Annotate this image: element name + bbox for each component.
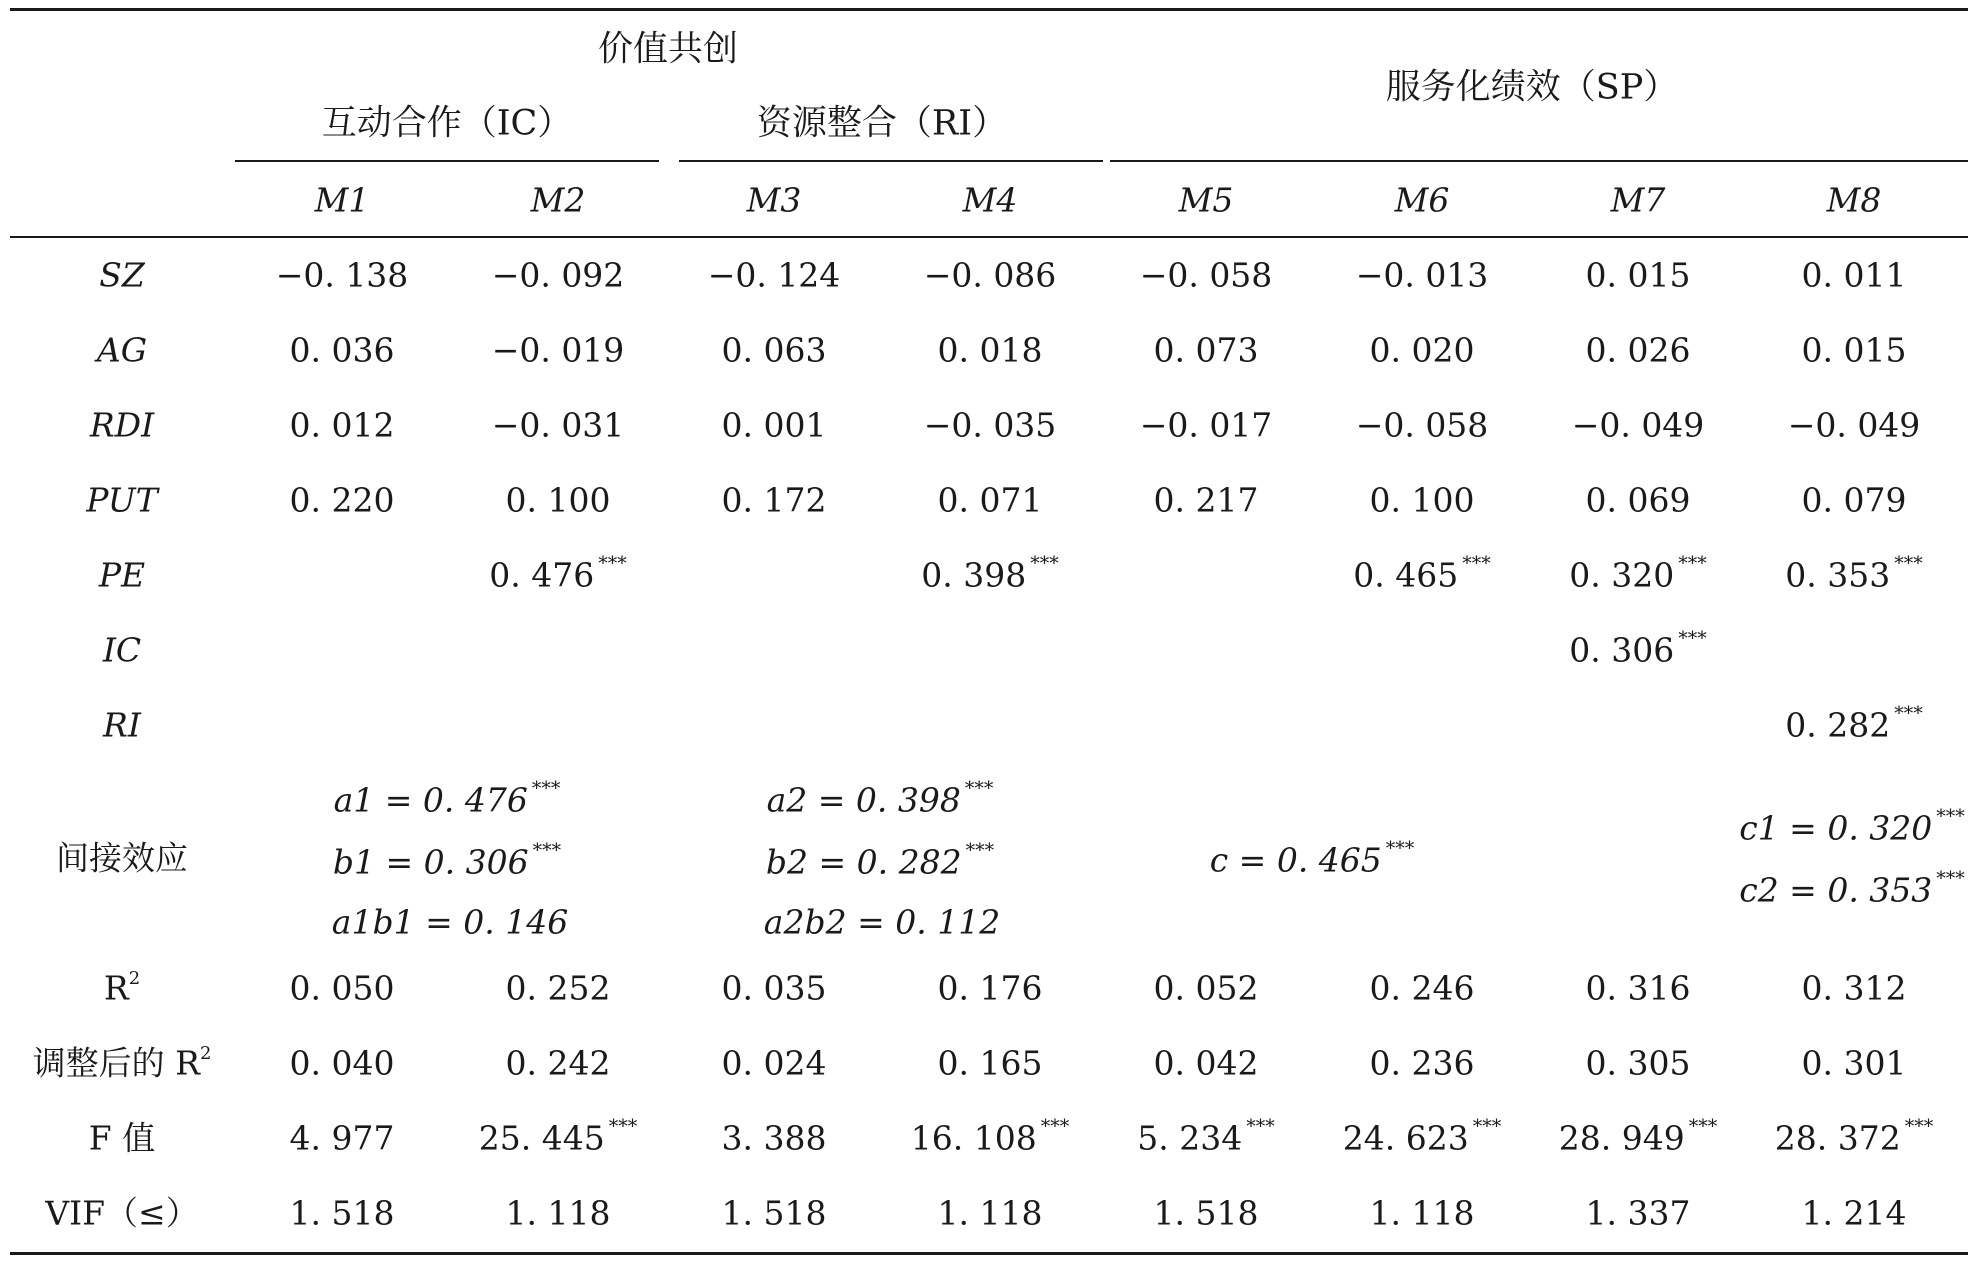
table-cell: [721, 480, 827, 520]
cell-value: 3. 388: [721, 1118, 827, 1158]
cell-value: 1. 118: [937, 1193, 1043, 1233]
cell-value: 0. 050: [289, 968, 395, 1008]
table-cell: [921, 552, 1059, 595]
cell-value: −0. 124: [707, 255, 841, 295]
significance-stars: ***: [608, 1115, 638, 1138]
significance-stars: ***: [1936, 867, 1965, 890]
cell-value: 0. 012: [289, 405, 395, 445]
table-cell: [923, 405, 1057, 445]
cell-value: 0. 236: [1369, 1043, 1475, 1083]
stat-cell: [478, 1115, 638, 1158]
cell-value: 25. 445: [478, 1118, 605, 1158]
table-cell: [491, 255, 625, 295]
stat-cell: [937, 968, 1043, 1008]
table-cell: [1153, 330, 1259, 370]
stat-cell: [937, 1193, 1043, 1233]
significance-stars: ***: [965, 839, 995, 862]
indirect-b2-text: b2 = 0. 282: [765, 842, 962, 882]
cell-value: 0. 063: [721, 330, 827, 370]
table-cell: [1585, 480, 1691, 520]
cell-value: 24. 623: [1342, 1118, 1469, 1158]
stat-cell: [1801, 1043, 1907, 1083]
cell-value: 4. 977: [289, 1118, 395, 1158]
table-cell: [1787, 405, 1921, 445]
cell-value: 1. 518: [721, 1193, 827, 1233]
cell-value: 0. 217: [1153, 480, 1259, 520]
indirect-a1: [333, 777, 561, 820]
stat-cell: [1774, 1115, 1934, 1158]
stat-cell: [1342, 1115, 1502, 1158]
model-header: M3: [746, 180, 802, 220]
cell-value: −0. 019: [491, 330, 625, 370]
cell-value: 0. 305: [1585, 1043, 1691, 1083]
table-cell: [1569, 552, 1707, 595]
cell-value: 0. 035: [721, 968, 827, 1008]
table-cell: [1585, 255, 1691, 295]
stat-label-text: F 值: [88, 1118, 156, 1158]
cell-value: −0. 049: [1571, 405, 1705, 445]
group-header-value-cocreation: 价值共创: [597, 29, 739, 70]
indirect-b1-text: b1 = 0. 306: [332, 842, 529, 882]
table-cell: [1139, 405, 1273, 445]
cell-value: 0. 301: [1801, 1043, 1907, 1083]
significance-stars: ***: [532, 839, 562, 862]
significance-stars: ***: [531, 777, 561, 800]
cell-value: −0. 017: [1139, 405, 1273, 445]
stat-cell: [1585, 1043, 1691, 1083]
model-header: M6: [1394, 180, 1450, 220]
cell-value: 0. 052: [1153, 968, 1259, 1008]
indirect-b1: [332, 839, 562, 882]
stat-cell: [1801, 968, 1907, 1008]
stat-cell: [289, 1118, 395, 1158]
table-cell: [289, 405, 395, 445]
stat-cell: [1585, 968, 1691, 1008]
table-cell: [721, 330, 827, 370]
row-label: RI: [103, 705, 141, 745]
cell-value: 1. 518: [1153, 1193, 1259, 1233]
row-label-indirect-effect: 间接效应: [56, 838, 188, 878]
table-cell: [1785, 702, 1923, 745]
table-cell: [491, 330, 625, 370]
cell-value: 0. 242: [505, 1043, 611, 1083]
cell-value: 0. 036: [289, 330, 395, 370]
cell-value: 0. 220: [289, 480, 395, 520]
stat-cell: [1585, 1193, 1691, 1233]
stat-label-adj_r2: [32, 1043, 212, 1083]
stat-label-text: R: [103, 968, 129, 1008]
stat-cell: [505, 1193, 611, 1233]
stat-cell: [721, 1118, 827, 1158]
model-header: M7: [1610, 180, 1666, 220]
superscript: 2: [199, 1043, 212, 1065]
cell-value: 1. 214: [1801, 1193, 1907, 1233]
row-label: PE: [98, 555, 146, 595]
subheader-ic: 互动合作（IC）: [321, 103, 573, 144]
cell-value: 0. 398: [921, 555, 1027, 595]
cell-value: 28. 949: [1558, 1118, 1685, 1158]
ic-group-underline: [235, 160, 659, 162]
significance-stars: ***: [1472, 1115, 1502, 1138]
table-cell: [1139, 255, 1273, 295]
table-cell: [1355, 255, 1489, 295]
cell-value: 0. 100: [505, 480, 611, 520]
cell-value: 0. 079: [1801, 480, 1907, 520]
indirect-a2: [766, 777, 994, 820]
indirect-c-text: c = 0. 465: [1209, 840, 1382, 880]
table-cell: [707, 255, 841, 295]
table-cell: [489, 552, 627, 595]
group-header-service-performance: 服务化绩效（SP）: [1385, 67, 1679, 108]
cell-value: 5. 234: [1137, 1118, 1243, 1158]
stat-cell: [1801, 1193, 1907, 1233]
cell-value: 0. 071: [937, 480, 1043, 520]
cell-value: 0. 282: [1785, 705, 1891, 745]
row-label: PUT: [86, 480, 158, 520]
stat-cell: [289, 1043, 395, 1083]
stat-cell: [1369, 1193, 1475, 1233]
significance-stars: ***: [1385, 837, 1415, 860]
cell-value: 0. 069: [1585, 480, 1691, 520]
significance-stars: ***: [1688, 1115, 1718, 1138]
table-cell: [923, 255, 1057, 295]
cell-value: 28. 372: [1774, 1118, 1901, 1158]
cell-value: 0. 312: [1801, 968, 1907, 1008]
cell-value: −0. 138: [275, 255, 409, 295]
table-cell: [1153, 480, 1259, 520]
stat-cell: [289, 968, 395, 1008]
sp-group-underline: [1110, 160, 1968, 162]
model-header: M4: [962, 180, 1018, 220]
stat-label-vif: [45, 1193, 199, 1233]
cell-value: 0. 015: [1585, 255, 1691, 295]
significance-stars: ***: [1030, 552, 1059, 575]
cell-value: 1. 518: [289, 1193, 395, 1233]
table-cell: [1569, 627, 1707, 670]
stat-cell: [1137, 1115, 1275, 1158]
stat-label-r2: [103, 968, 141, 1008]
significance-stars: ***: [1246, 1115, 1275, 1138]
table-cell: [937, 480, 1043, 520]
table-cell: [1801, 255, 1907, 295]
cell-value: −0. 031: [491, 405, 625, 445]
cell-value: 0. 176: [937, 968, 1043, 1008]
table-top-rule: [10, 8, 1968, 11]
cell-value: −0. 058: [1139, 255, 1273, 295]
cell-value: 0. 026: [1585, 330, 1691, 370]
cell-value: −0. 092: [491, 255, 625, 295]
stat-cell: [1369, 968, 1475, 1008]
cell-value: 0. 252: [505, 968, 611, 1008]
indirect-c: [1209, 837, 1415, 880]
cell-value: 0. 015: [1801, 330, 1907, 370]
row-label: IC: [102, 630, 142, 670]
table-bottom-rule: [10, 1252, 1968, 1255]
cell-value: 0. 465: [1353, 555, 1459, 595]
significance-stars: ***: [964, 777, 994, 800]
stat-cell: [721, 1193, 827, 1233]
cell-value: 0. 316: [1585, 968, 1691, 1008]
stat-cell: [721, 1043, 827, 1083]
table-cell: [1571, 405, 1705, 445]
significance-stars: ***: [1040, 1115, 1070, 1138]
indirect-c1: [1739, 805, 1965, 848]
cell-value: 0. 100: [1369, 480, 1475, 520]
cell-value: −0. 049: [1787, 405, 1921, 445]
table-cell: [721, 405, 827, 445]
table-cell: [275, 255, 409, 295]
cell-value: −0. 086: [923, 255, 1057, 295]
indirect-c2: [1739, 867, 1965, 910]
stat-label-f: [88, 1118, 156, 1158]
table-cell: [505, 480, 611, 520]
row-label: SZ: [99, 255, 145, 295]
table-cell: [1355, 405, 1489, 445]
table-cell: [1369, 330, 1475, 370]
cell-value: 0. 001: [721, 405, 827, 445]
stat-cell: [505, 968, 611, 1008]
indirect-a2-text: a2 = 0. 398: [766, 780, 961, 820]
table-cell: [1785, 552, 1923, 595]
model-header: M5: [1178, 180, 1234, 220]
cell-value: 0. 020: [1369, 330, 1475, 370]
cell-value: 0. 042: [1153, 1043, 1259, 1083]
cell-value: 0. 018: [937, 330, 1043, 370]
table-cell: [1801, 480, 1907, 520]
indirect-a2b2: a2b2 = 0. 112: [763, 902, 1001, 942]
cell-value: 0. 024: [721, 1043, 827, 1083]
indirect-a1b1: a1b1 = 0. 146: [331, 902, 569, 942]
model-header: M8: [1826, 180, 1882, 220]
cell-value: 0. 040: [289, 1043, 395, 1083]
stat-cell: [910, 1115, 1070, 1158]
cell-value: 0. 306: [1569, 630, 1675, 670]
table-cell: [289, 330, 395, 370]
indirect-b2: [765, 839, 995, 882]
subheader-ri: 资源整合（RI）: [756, 103, 1008, 144]
significance-stars: ***: [1678, 627, 1707, 650]
stat-label-text: VIF（≤）: [45, 1193, 199, 1233]
significance-stars: ***: [1904, 1115, 1934, 1138]
stat-cell: [1153, 1043, 1259, 1083]
indirect-c1-text: c1 = 0. 320: [1739, 808, 1933, 848]
indirect-c2-text: c2 = 0. 353: [1739, 870, 1933, 910]
model-header: M1: [314, 180, 370, 220]
cell-value: 1. 118: [505, 1193, 611, 1233]
cell-value: −0. 035: [923, 405, 1057, 445]
cell-value: −0. 013: [1355, 255, 1489, 295]
table-cell: [937, 330, 1043, 370]
cell-value: 0. 246: [1369, 968, 1475, 1008]
cell-value: 0. 073: [1153, 330, 1259, 370]
cell-value: 0. 011: [1801, 255, 1907, 295]
table-cell: [1801, 330, 1907, 370]
stat-cell: [1369, 1043, 1475, 1083]
superscript: 2: [128, 968, 141, 990]
significance-stars: ***: [1462, 552, 1491, 575]
cell-value: 0. 353: [1785, 555, 1891, 595]
significance-stars: ***: [1894, 702, 1923, 725]
model-header: M2: [530, 180, 586, 220]
stat-cell: [1558, 1115, 1718, 1158]
cell-value: 1. 118: [1369, 1193, 1475, 1233]
row-label: RDI: [89, 405, 155, 445]
cell-value: 0. 476: [489, 555, 595, 595]
table-cell: [1353, 552, 1491, 595]
table-cell: [289, 480, 395, 520]
cell-value: 0. 172: [721, 480, 827, 520]
cell-value: 1. 337: [1585, 1193, 1691, 1233]
stat-cell: [289, 1193, 395, 1233]
indirect-a1-text: a1 = 0. 476: [333, 780, 528, 820]
significance-stars: ***: [1936, 805, 1965, 828]
cell-value: 16. 108: [910, 1118, 1037, 1158]
table-cell: [1585, 330, 1691, 370]
row-label: AG: [96, 330, 148, 370]
stat-cell: [505, 1043, 611, 1083]
stat-cell: [1153, 968, 1259, 1008]
cell-value: 0. 165: [937, 1043, 1043, 1083]
significance-stars: ***: [1678, 552, 1707, 575]
stat-cell: [721, 968, 827, 1008]
stat-cell: [937, 1043, 1043, 1083]
stat-cell: [1153, 1193, 1259, 1233]
cell-value: 0. 320: [1569, 555, 1675, 595]
ri-group-underline: [679, 160, 1103, 162]
significance-stars: ***: [598, 552, 627, 575]
cell-value: −0. 058: [1355, 405, 1489, 445]
stat-label-text: 调整后的 R: [32, 1043, 200, 1083]
significance-stars: ***: [1894, 552, 1923, 575]
header-bottom-rule: [10, 236, 1968, 238]
table-cell: [491, 405, 625, 445]
table-cell: [1369, 480, 1475, 520]
